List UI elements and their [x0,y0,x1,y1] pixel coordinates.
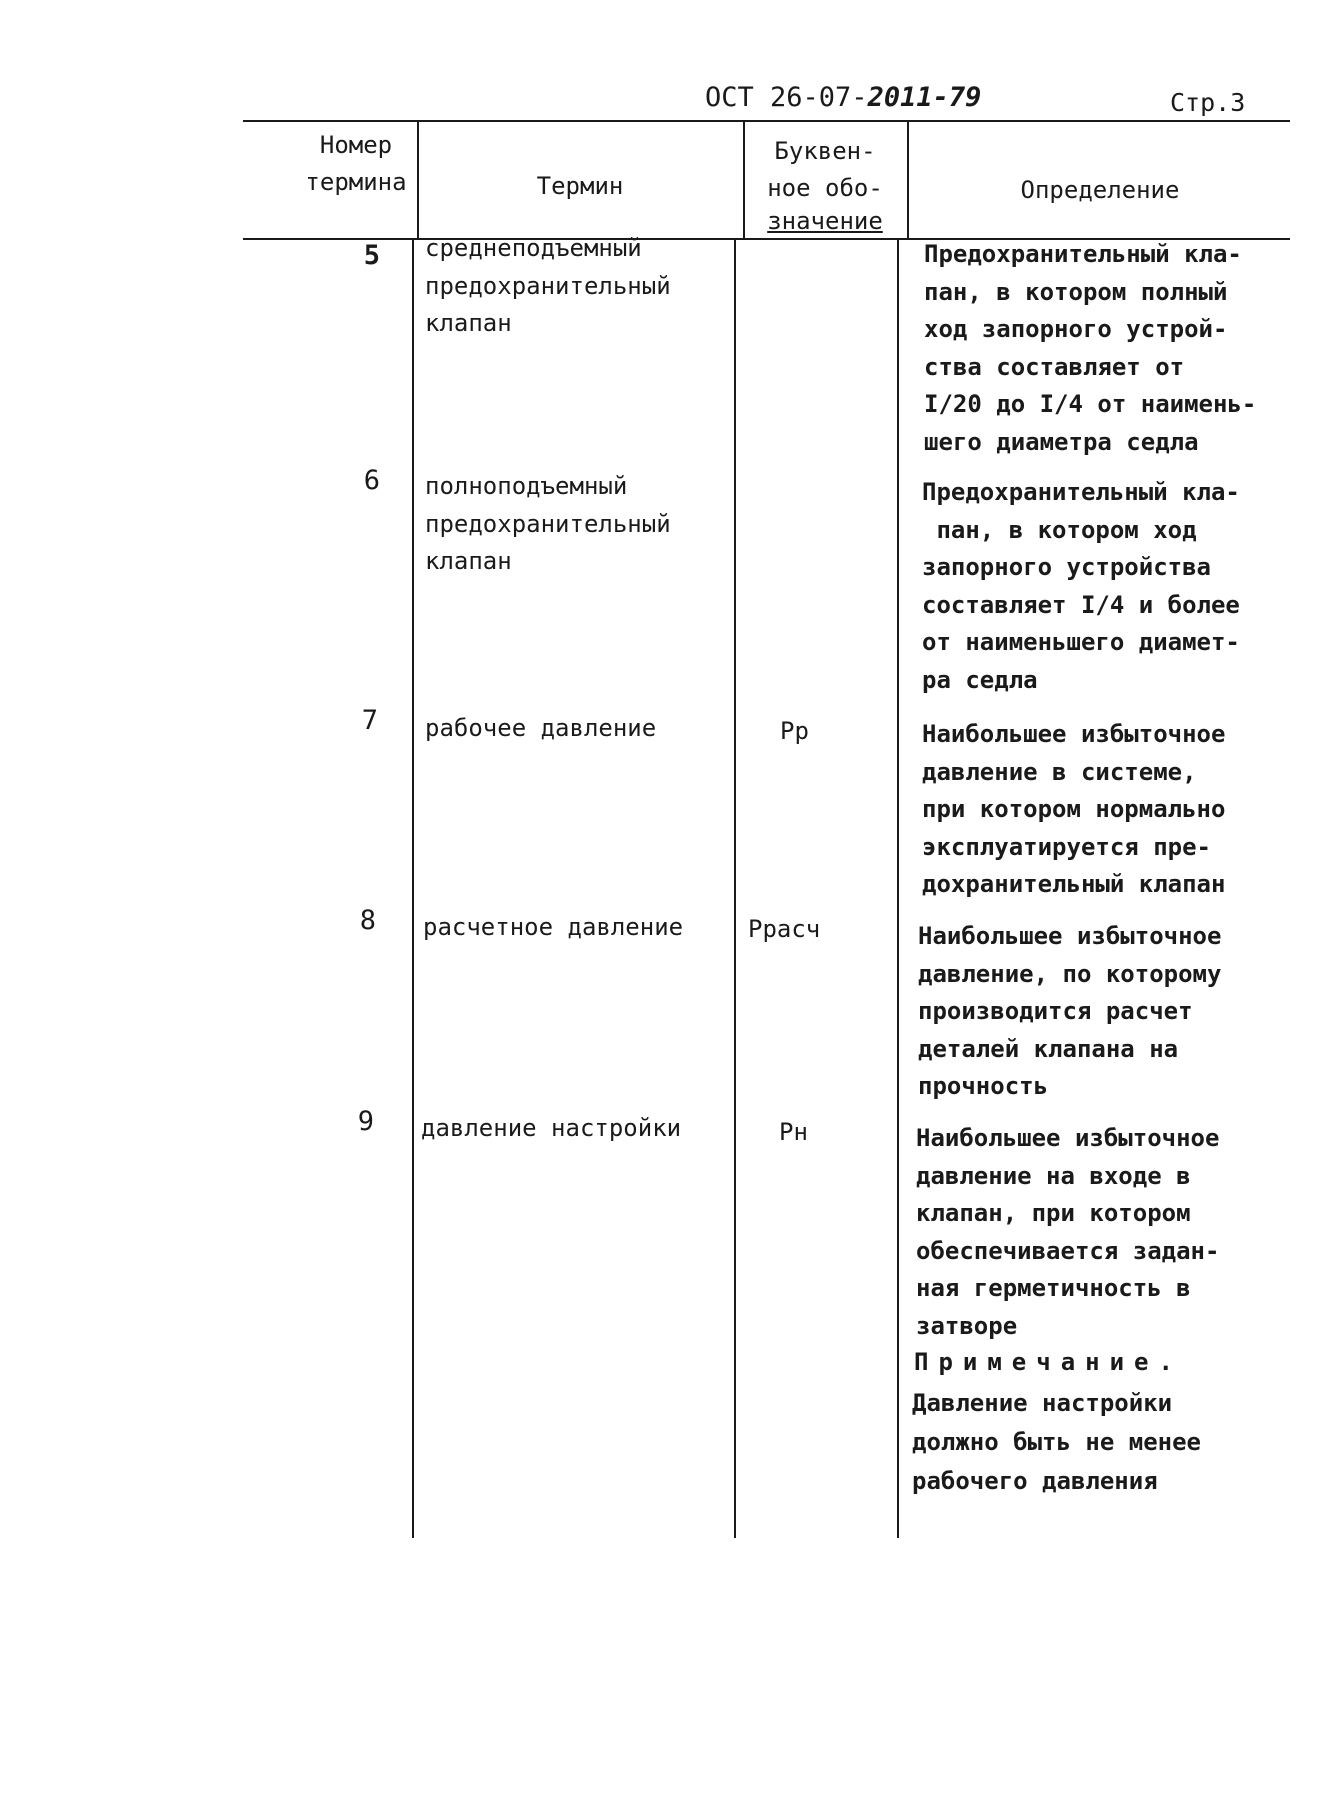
header-symbol-line2: ное обо- [767,174,883,202]
column-divider-3-body [897,240,899,1538]
term-number: 5 [363,240,380,271]
term-name: рабочее давление [425,714,657,742]
header-term: Термин [536,172,624,200]
page-number: Стр.3 [1170,88,1246,117]
document-code-number: 2011-79 [867,82,982,113]
term-symbol: Рн [779,1118,808,1146]
header-number: Номер термина [305,131,407,196]
term-definition: Наибольшее избыточное давление в системе, при котором нормально эксплуатируется пре- дохранительный клапан [922,720,1226,898]
column-divider-2-body [734,240,736,1538]
term-number: 9 [357,1106,374,1137]
term-definition: Наибольшее избыточное давление на входе в клапан, при котором обеспечивается задан- ная герметичность в затворе [916,1124,1220,1340]
term-definition: Предохранительный кла- пан, в котором ход запорного устройства составляет I/4 и более от наименьшего диамет- ра седла [922,478,1240,694]
header-symbol-line1: Буквен- [774,137,876,165]
header-symbol-line3: значение [767,207,883,235]
term-symbol: Ррасч [748,915,821,943]
term-definition: Наибольшее избыточное давление, по которому производится расчет деталей клапана на прочность [918,922,1222,1100]
term-number: 6 [363,465,380,496]
term-name: давление настройки [421,1114,682,1142]
table-top-rule [243,120,1290,122]
column-divider-1-body [412,240,414,1538]
term-number: 7 [361,705,378,736]
term-definition: Предохранительный кла- пан, в котором полный ход запорного устрой- ства составляет от I/20 до I/4 от наимень- шего диаметра седла [924,240,1257,456]
term-number: 8 [359,905,376,936]
term-symbol: Рр [780,717,809,745]
note-text: Давление настройки должно быть не менее рабочего давления [912,1389,1201,1495]
document-code-prefix: ОСТ 26-07- [705,82,868,113]
column-divider-3 [907,122,909,238]
column-divider-1 [417,122,419,238]
term-name: расчетное давление [423,913,684,941]
term-name: полноподъемный предохранительный клапан [425,472,671,575]
header-definition: Определение [1020,176,1180,204]
note-label: Примечание. [914,1348,1183,1376]
term-name: среднеподъемный предохранительный клапан [425,234,671,337]
document-code [705,82,981,113]
